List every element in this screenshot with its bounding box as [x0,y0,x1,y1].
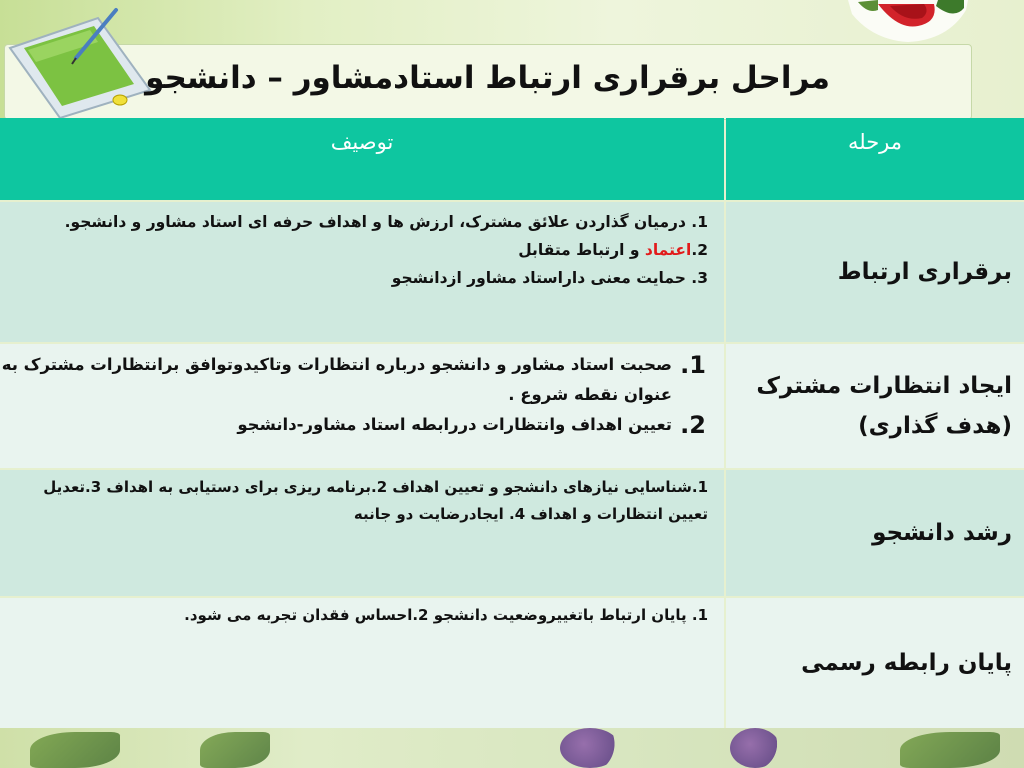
tablet-pen-icon [2,4,152,120]
list-item: 1. پایان ارتباط باتغییروضعیت دانشجو [433,606,708,624]
highlight-text: اعتماد [644,241,692,259]
stage-cell [726,202,1024,342]
header-description: توصیف [0,118,724,200]
list-item: 2.اعتماد و ارتباط متقابل [518,241,708,259]
leaf-decoration [200,732,270,768]
list-item: 2.برنامه ریزی برای دستیابی به اهداف [106,478,388,496]
list-item: 4. ایجادرضایت دو جانبه [353,505,526,523]
list-item: 3. حمایت معنی داراستاد مشاور ازدانشجو [391,269,708,287]
list-number: 2. [680,411,706,439]
stage-cell [726,470,1024,596]
list-item: 1. صحبت استاد مشاور و دانشجو درباره انتظارات وتاکیدوتوافق برانتظارات مشترک به عنوان نقطه شروع . [1,351,706,404]
flower-decoration [730,728,780,768]
description-cell [0,344,724,468]
description-cell [0,202,724,342]
stage-label: ایجاد انتظارات مشترک [756,373,1012,399]
list-item: 2. تعیین اهداف وانتظارات دررابطه استاد مشاور-دانشجو [237,411,706,439]
description-cell [0,598,724,728]
stage-label: برقراری ارتباط [837,259,1012,285]
list-item: 1.شناسایی نیازهای دانشجو و تعیین اهداف [392,478,708,496]
leaf-decoration [900,732,1000,768]
stage-label: رشد دانشجو [872,520,1012,546]
flower-decoration [560,728,620,768]
description-cell [0,470,724,596]
stage-cell [726,598,1024,728]
stage-cell [726,344,1024,468]
list-item: 3.تعدیل تعیین انتظارات و اهداف [43,478,708,523]
stage-label: (هدف گذاری) [858,413,1012,439]
leaf-decoration [30,732,120,768]
list-number: 1. [680,351,706,379]
page-title: مراحل برقراری ارتباط استادمشاور – دانشجو [145,60,830,96]
background-bottom [0,728,1024,768]
stages-table [0,118,1024,728]
rose-flower-icon [838,0,978,44]
list-item: 2.احساس فقدان تجربه می شود. [184,606,429,624]
header-stage: مرحله [726,118,1024,200]
list-item: 1. درمیان گذاردن علائق مشترک، ارزش ها و اهداف حرفه ای استاد مشاور و دانشجو. [64,213,708,231]
stage-label: پایان رابطه رسمی [801,650,1012,676]
